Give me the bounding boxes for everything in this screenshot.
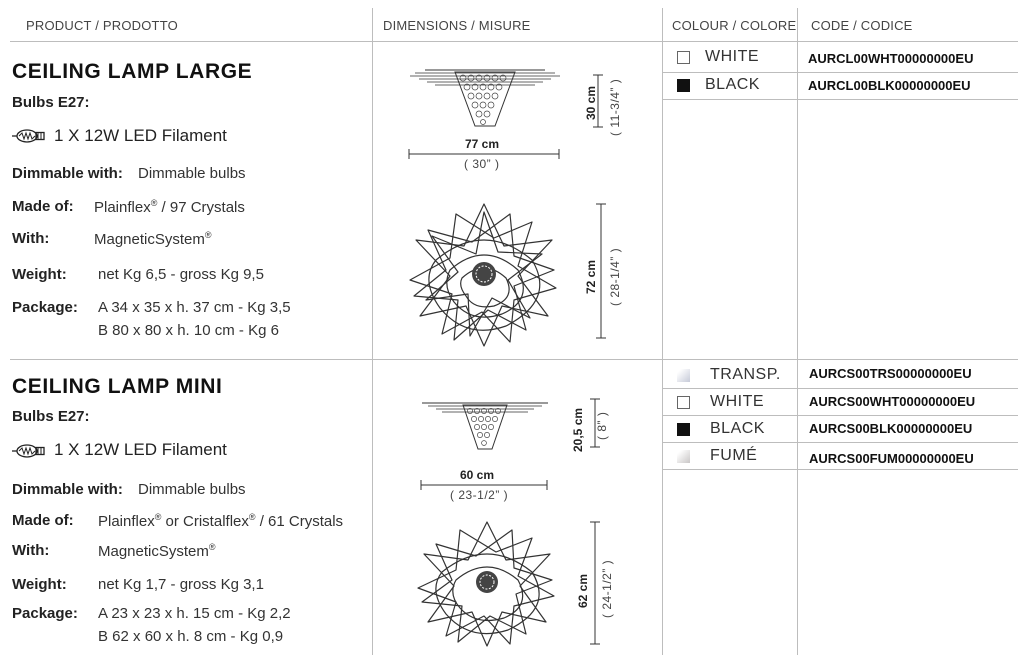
header-divider [10, 41, 1018, 42]
filament-text: 1 X 12W LED Filament [54, 126, 227, 145]
swatch-black [677, 423, 690, 436]
width-in: ( 30” ) [464, 157, 500, 171]
header-product: PRODUCT / PRODOTTO [26, 18, 178, 33]
top-view-drawing [406, 200, 562, 350]
width-cm: 60 cm [460, 468, 495, 482]
dimmable-label: Dimmable with: [12, 481, 123, 498]
colour-row-line [662, 415, 1018, 416]
swatch-transparent [677, 369, 690, 382]
weight-value: net Kg 1,7 - gross Kg 3,1 [98, 576, 264, 593]
header-colour: COLOUR / COLORE [672, 18, 797, 33]
top-view-drawing [414, 518, 560, 650]
bulbs-label: Bulbs E27: [12, 94, 90, 111]
made-label: Made of: [12, 512, 74, 529]
bulb-icon [11, 127, 47, 145]
with-label: With: [12, 230, 50, 247]
product-code: AURCS00TRS00000000EU [809, 366, 972, 381]
product-title: CEILING LAMP LARGE [12, 60, 253, 83]
width-in: ( 23-1/2” ) [450, 488, 509, 502]
bulb-icon [11, 442, 47, 460]
weight-label: Weight: [12, 266, 67, 283]
colour-row-line [662, 99, 1018, 100]
colour-row-line [662, 442, 1018, 443]
colour-name: BLACK [705, 76, 760, 93]
colour-name: WHITE [710, 393, 765, 410]
header-dimensions: DIMENSIONS / MISURE [383, 18, 531, 33]
col-divider-3 [797, 8, 798, 655]
swatch-white [677, 396, 690, 409]
diameter-cm: 72 cm [584, 259, 598, 294]
swatch-white [677, 51, 690, 64]
colour-row-line [662, 72, 1018, 73]
colour-name: FUMÉ [710, 447, 758, 464]
dimmable-value: Dimmable bulbs [138, 481, 246, 498]
product-code: AURCS00FUM00000000EU [809, 451, 974, 466]
with-value: MagneticSystem® [98, 542, 216, 560]
made-label: Made of: [12, 198, 74, 215]
package-b: B 62 x 60 x h. 8 cm - Kg 0,9 [98, 628, 284, 645]
diameter-cm: 62 cm [576, 573, 590, 608]
weight-value: net Kg 6,5 - gross Kg 9,5 [98, 266, 264, 283]
diameter-in: ( 24-1/2” ) [600, 559, 614, 618]
height-in: ( 8” ) [595, 411, 609, 440]
swatch-black [677, 79, 690, 92]
colour-row-line [662, 469, 1018, 470]
product-code: AURCL00BLK00000000EU [808, 78, 971, 93]
made-value: Plainflex® or Cristalflex® / 61 Crystals [98, 512, 344, 530]
package-label: Package: [12, 299, 78, 316]
swatch-fume [677, 450, 690, 463]
with-label: With: [12, 542, 50, 559]
header-code: CODE / CODICE [811, 18, 913, 33]
row-divider [10, 359, 1018, 360]
colour-name: WHITE [705, 48, 760, 65]
product-code: AURCS00WHT00000000EU [809, 394, 976, 409]
package-a: A 23 x 23 x h. 15 cm - Kg 2,2 [98, 605, 291, 622]
weight-label: Weight: [12, 576, 67, 593]
height-in: ( 11-3/4” ) [608, 78, 622, 136]
with-value: MagneticSystem® [94, 230, 212, 248]
filament-text: 1 X 12W LED Filament [54, 440, 227, 459]
side-view-drawing [418, 397, 552, 453]
col-divider-1 [372, 8, 373, 655]
colour-row-line [662, 388, 1018, 389]
height-cm: 20,5 cm [571, 407, 585, 452]
package-a: A 34 x 35 x h. 37 cm - Kg 3,5 [98, 299, 291, 316]
product-title: CEILING LAMP MINI [12, 375, 223, 398]
dimmable-label: Dimmable with: [12, 165, 123, 182]
product-code: AURCS00BLK00000000EU [809, 421, 973, 436]
bulbs-label: Bulbs E27: [12, 408, 90, 425]
colour-name: BLACK [710, 420, 765, 437]
package-label: Package: [12, 605, 78, 622]
side-view-drawing [405, 62, 565, 132]
width-cm: 77 cm [465, 137, 500, 151]
package-b: B 80 x 80 x h. 10 cm - Kg 6 [98, 322, 279, 339]
dimmable-value: Dimmable bulbs [138, 165, 246, 182]
col-divider-2 [662, 8, 663, 655]
diameter-in: ( 28-1/4” ) [608, 247, 622, 306]
made-value: Plainflex® / 97 Crystals [94, 198, 245, 216]
height-cm: 30 cm [584, 85, 598, 120]
colour-name: TRANSP. [710, 366, 781, 383]
product-code: AURCL00WHT00000000EU [808, 51, 974, 66]
